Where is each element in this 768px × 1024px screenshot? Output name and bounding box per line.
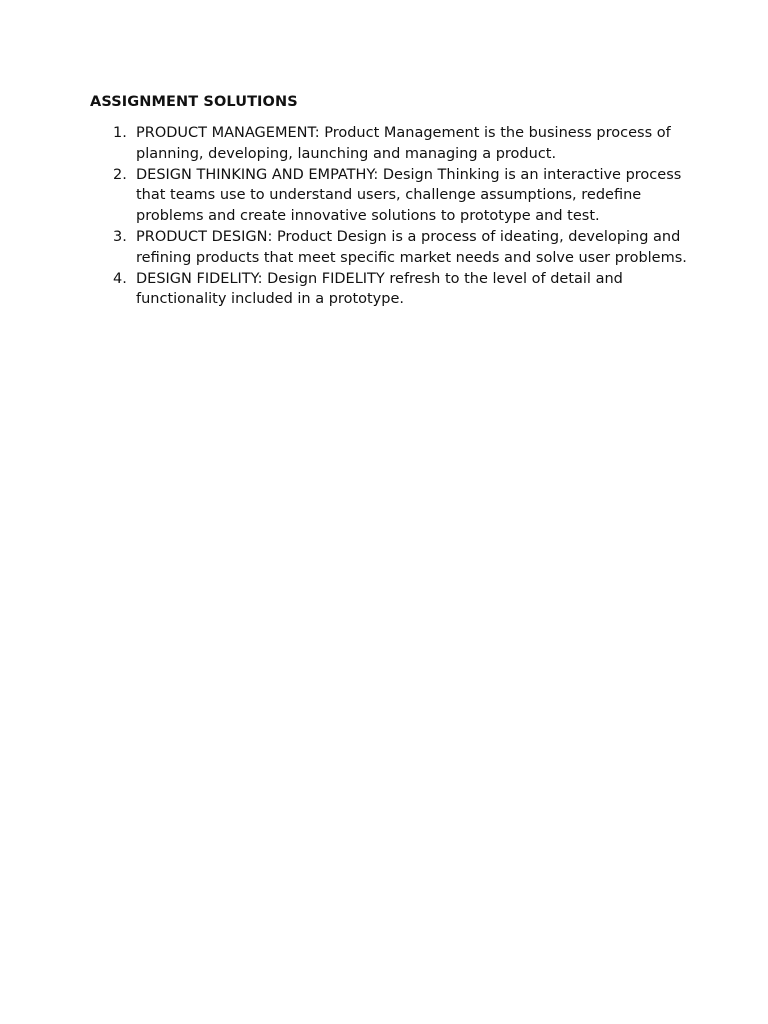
list-item-number: 2.	[113, 166, 127, 183]
solutions-list	[90, 123, 690, 310]
list-item	[90, 165, 690, 227]
list-item-number: 1.	[113, 125, 127, 141]
list-item-text: DESIGN FIDELITY: Design FIDELITY refresh to the level of detail and functionality included in a prototype.	[136, 270, 623, 308]
list-item-text: PRODUCT DESIGN: Product Design is a process of ideating, developing and refining products that meet specific market needs and solve user problems.	[136, 228, 687, 266]
page-title: ASSIGNMENT SOLUTIONS	[90, 94, 298, 110]
list-item-number: 3.	[113, 228, 127, 245]
list-item-text: PRODUCT MANAGEMENT: Product Management is the business process of planning, developing, launching and managing a product.	[136, 125, 671, 162]
list-item-text: DESIGN THINKING AND EMPATHY: Design Thinking is an interactive process that teams use to understand users, challenge assumptions, redefine problems and create innovative solutions to prototype and test.	[136, 166, 682, 225]
list-item-number: 4.	[113, 270, 127, 287]
list-item	[90, 227, 690, 269]
list-item	[90, 123, 690, 165]
list-item	[90, 269, 690, 311]
